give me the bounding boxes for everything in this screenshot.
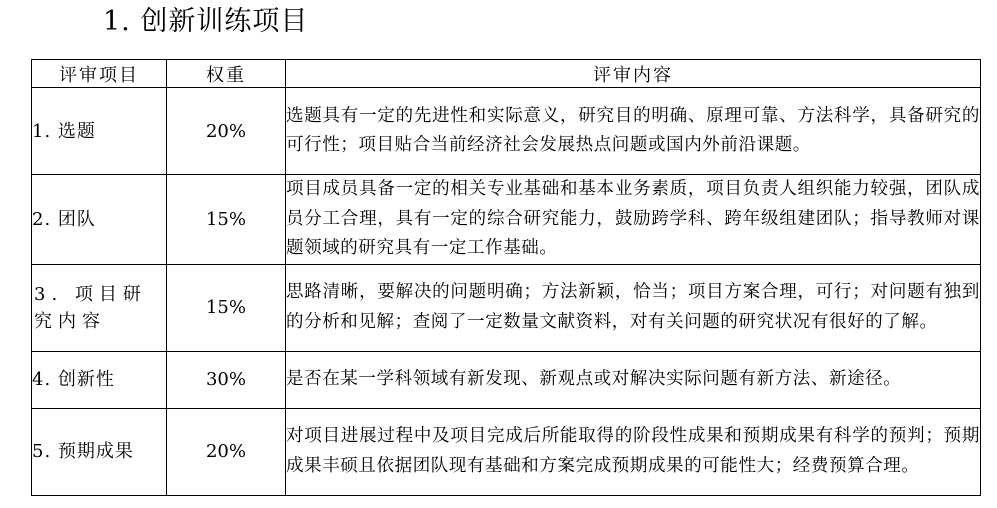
item-cell: 5. 预期成果 [32, 408, 167, 495]
item-cell: 4. 创新性 [32, 351, 167, 408]
evaluation-criteria-table [31, 59, 981, 496]
table-row [32, 408, 981, 495]
header-item: 评审项目 [32, 60, 167, 88]
content-cell: 选题具有一定的先进性和实际意义，研究目的明确、原理可靠、方法科学，具备研究的可行性；项目贴合当前经济社会发展热点问题或国内外前沿课题。 [286, 88, 981, 175]
content-cell: 对项目进展过程中及项目完成后所能取得的阶段性成果和预期成果有科学的预判；预期成果丰硕且依据团队现有基础和方案完成预期成果的可能性大；经费预算合理。 [286, 408, 981, 495]
content-cell: 思路清晰，要解决的问题明确；方法新颖，恰当；项目方案合理，可行；对问题有独到的分析和见解；查阅了一定数量文献资料，对有关问题的研究状况有很好的了解。 [286, 264, 981, 351]
weight-cell: 20% [167, 88, 286, 175]
table-row [32, 175, 981, 265]
weight-cell: 15% [167, 175, 286, 265]
header-content: 评审内容 [286, 60, 981, 88]
table-row [32, 88, 981, 175]
weight-cell: 20% [167, 408, 286, 495]
item-cell: 2. 团队 [32, 175, 167, 265]
weight-cell: 30% [167, 351, 286, 408]
content-cell: 项目成员具备一定的相关专业基础和基本业务素质，项目负责人组织能力较强，团队成员分工合理，具有一定的综合研究能力，鼓励跨学科、跨年级组建团队；指导教师对课题领域的研究具有一定工作基础。 [286, 175, 981, 265]
section-heading: 1. 创新训练项目 [103, 6, 309, 37]
table-row [32, 264, 981, 351]
item-cell: 1. 选题 [32, 88, 167, 175]
header-weight: 权重 [167, 60, 286, 88]
table-header-row [32, 60, 981, 88]
weight-cell: 15% [167, 264, 286, 351]
content-cell: 是否在某一学科领域有新发现、新观点或对解决实际问题有新方法、新途径。 [286, 351, 981, 408]
item-cell: 3. 项目研究内容 [32, 264, 167, 351]
table-row [32, 351, 981, 408]
